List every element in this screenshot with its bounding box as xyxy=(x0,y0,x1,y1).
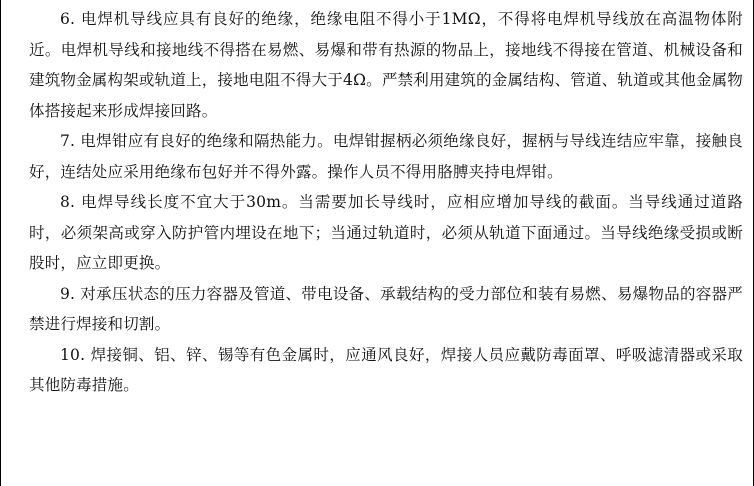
paragraph-8: 8. 电焊导线长度不宜大于30m。当需要加长导线时，应相应增加导线的截面。当导线通过道路时，必须架高或穿入防护管内埋设在地下；当通过轨道时，必须从轨道下面通过。当导线绝缘受损或断股时，应立即更换。 xyxy=(29,193,743,272)
document-body xyxy=(29,4,743,401)
paragraph-6: 6. 电焊机导线应具有良好的绝缘，绝缘电阻不得小于1MΩ，不得将电焊机导线放在高温物体附近。电焊机导线和接地线不得搭在易燃、易爆和带有热源的物品上，接地线不得接在管道、机械设备和建筑物金属构架或轨道上，接地电阻不得大于4Ω。严禁利用建筑的金属结构、管道、轨道或其他金属物体搭接起来形成焊接回路。 xyxy=(29,10,743,120)
paragraph-10: 10. 焊接铜、铝、锌、锡等有色金属时，应通风良好，焊接人员应戴防毒面罩、呼吸滤清器或采取其他防毒措施。 xyxy=(29,345,743,394)
paragraph-9: 9. 对承压状态的压力容器及管道、带电设备、承载结构的受力部位和装有易燃、易爆物品的容器严禁进行焊接和切割。 xyxy=(29,284,743,333)
paragraph-7: 7. 电焊钳应有良好的绝缘和隔热能力。电焊钳握柄必须绝缘良好，握柄与导线连结应牢靠，接触良好，连结处应采用绝缘布包好并不得外露。操作人员不得用胳膊夹持电焊钳。 xyxy=(29,132,743,181)
